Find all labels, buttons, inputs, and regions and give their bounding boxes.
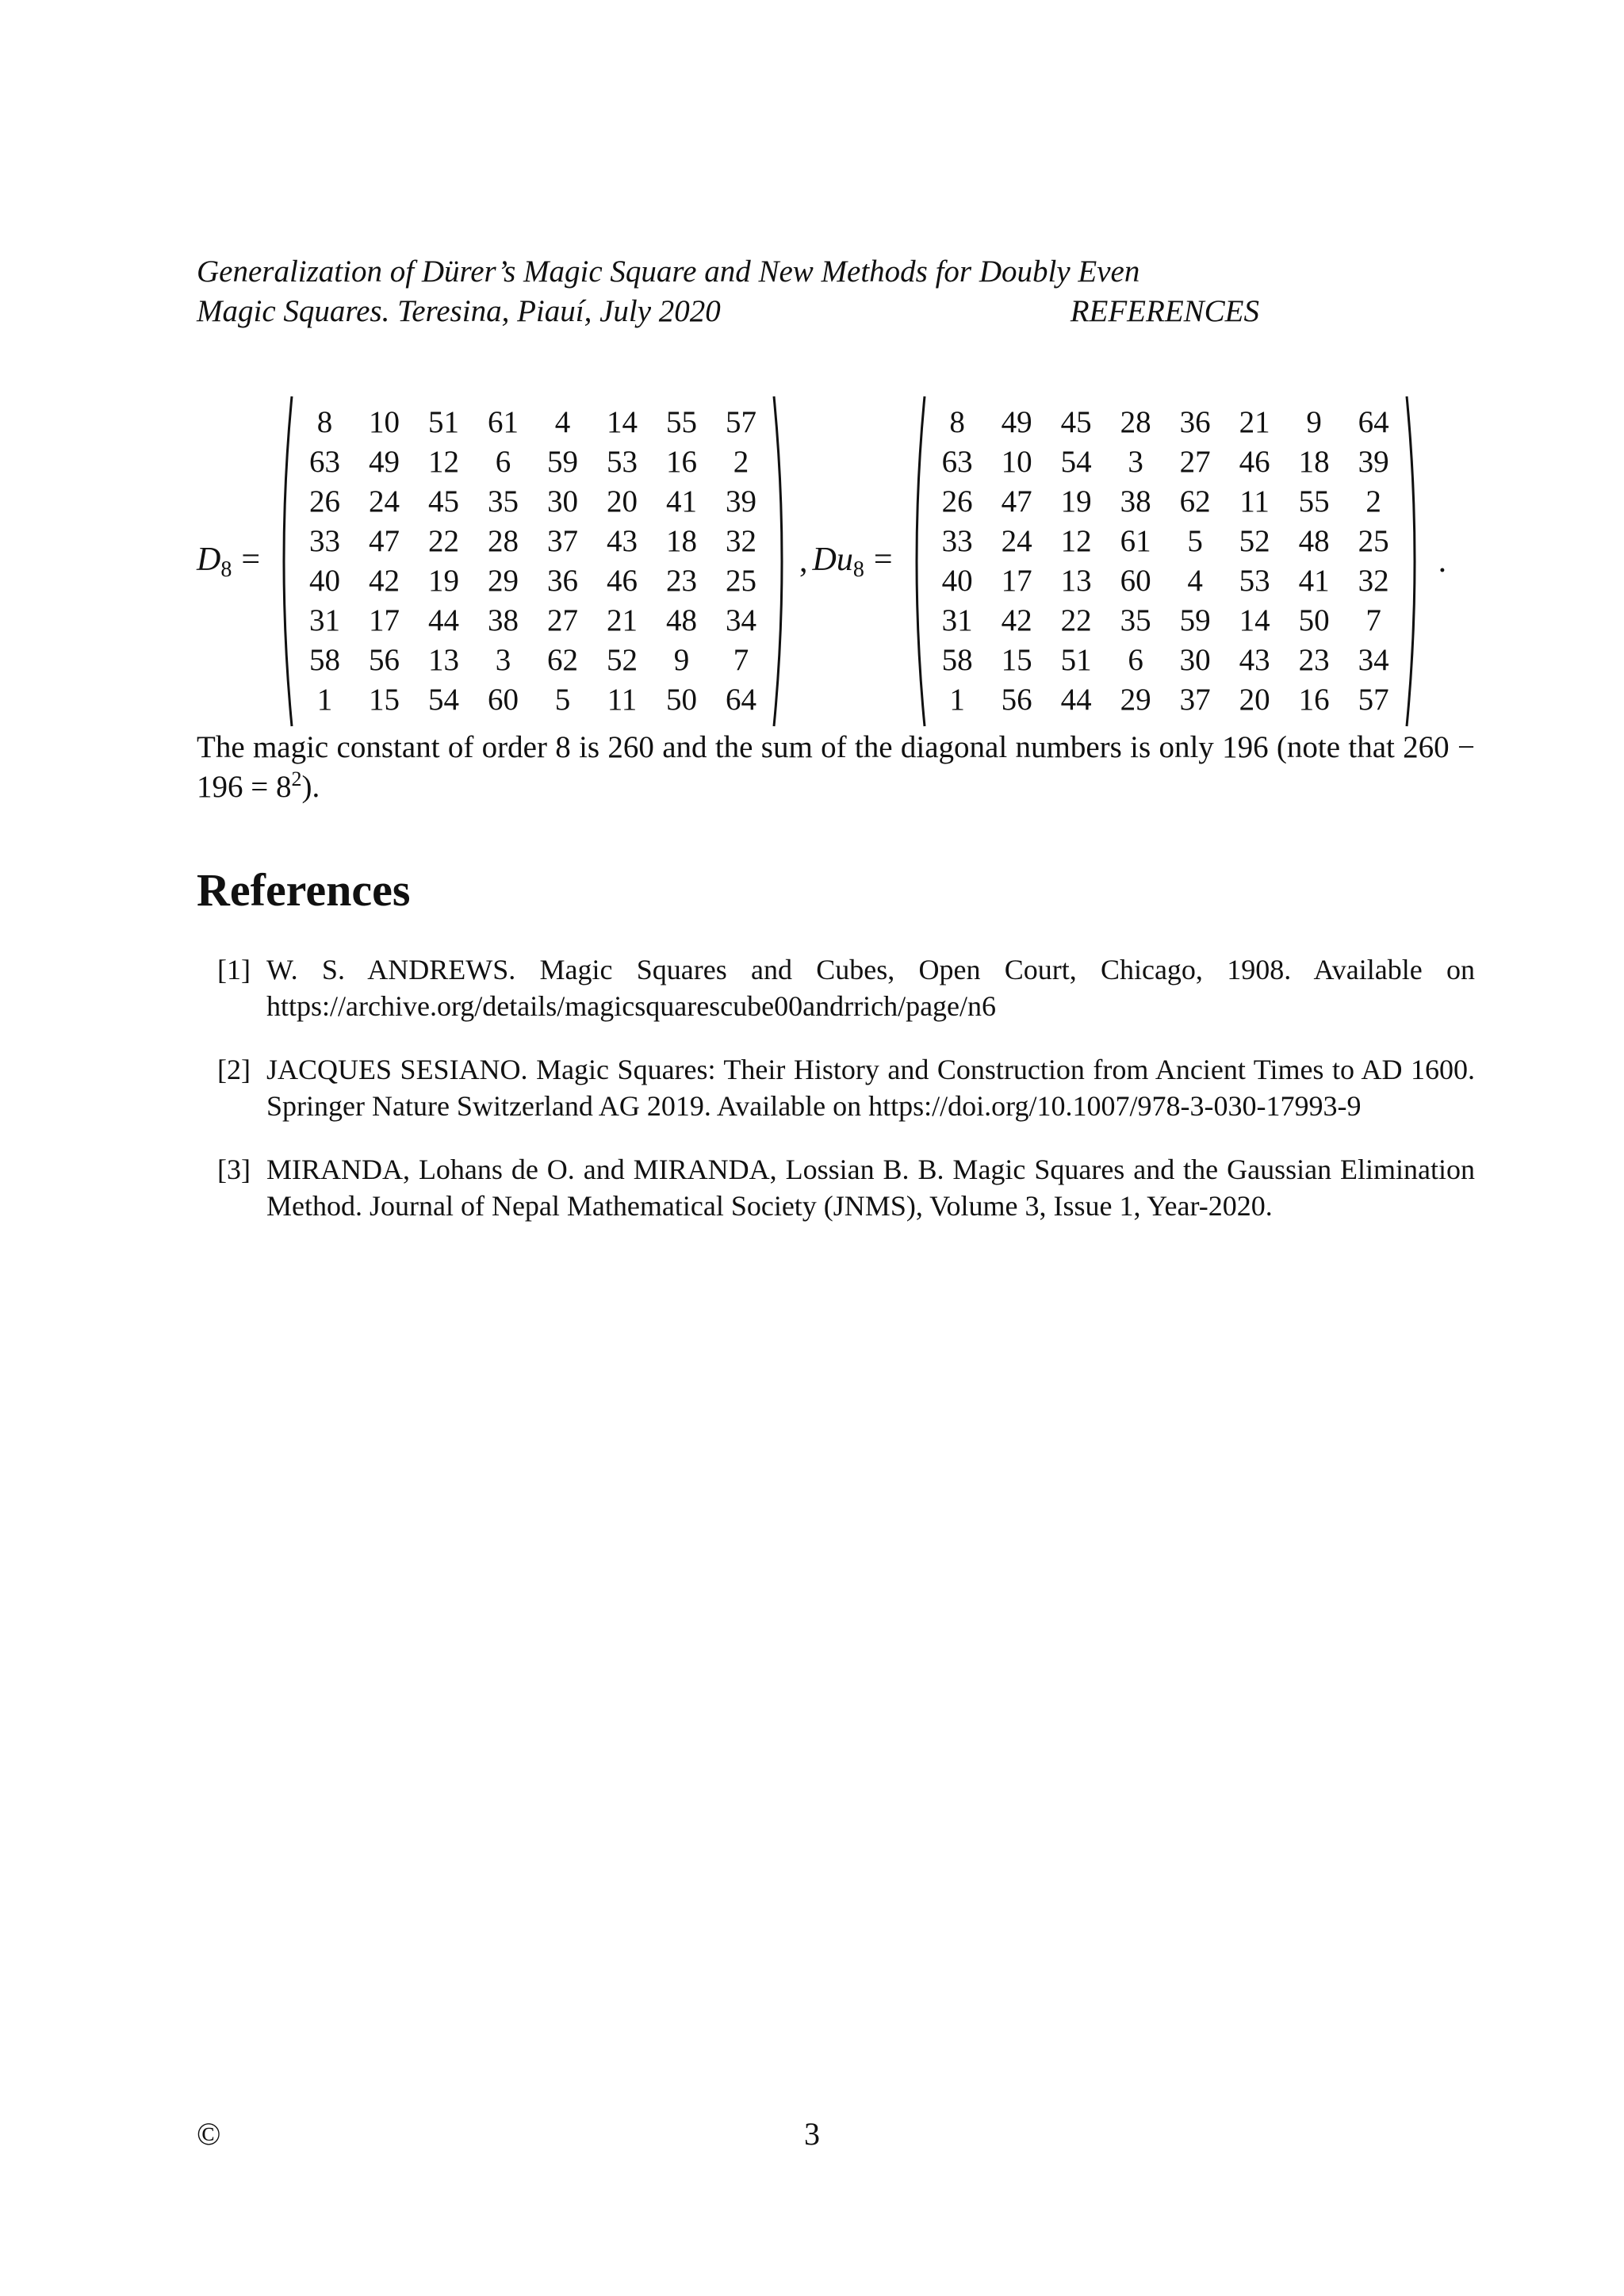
matrix-cell: 22 [428,524,460,558]
matrix-cell: 46 [1239,445,1270,479]
matrix-cell: 40 [309,564,341,598]
matrix-cell: 44 [1060,683,1092,717]
matrix-cell: 63 [941,445,973,479]
matrix-du8 [907,395,1424,728]
matrix-cell: 2 [733,445,749,479]
matrix-cell: 13 [428,643,460,677]
left-paren [907,395,928,728]
matrix-cell: 53 [607,445,638,479]
matrix-cell: 60 [1120,564,1151,598]
matrix-cell: 12 [428,445,460,479]
running-header [197,252,1259,331]
matrix-cell: 10 [1001,445,1032,479]
matrix-cell: 41 [666,484,698,519]
matrix-cell: 56 [369,643,400,677]
matrix-cell: 64 [1358,405,1389,439]
right-paren [1404,395,1424,728]
matrix-cell: 52 [607,643,638,677]
matrix-cell: 20 [1239,683,1270,717]
header-line2 [197,292,1259,331]
matrix-cell: 32 [1358,564,1389,598]
matrix-cell: 59 [1179,603,1211,637]
matrix-cell: 31 [309,603,341,637]
matrix-cell: 36 [547,564,579,598]
matrix-cell: 7 [1365,603,1381,637]
matrix-cell: 37 [547,524,579,558]
matrix-cell: 24 [369,484,400,519]
matrix-cell: 47 [369,524,400,558]
matrix-cell: 33 [309,524,341,558]
matrix-cell: 11 [1239,484,1270,519]
matrix-cell: 1 [316,683,333,717]
matrix-cell: 25 [726,564,757,598]
matrix-cell: 38 [488,603,519,637]
copyright-symbol: © [197,2116,221,2152]
reference-number: [1] [217,954,251,985]
matrix-cell: 34 [726,603,757,637]
header-title-line1: Generalization of Dürer’s Magic Square and New Methods for Doubly Even [197,254,1140,289]
matrix-cell: 13 [1060,564,1092,598]
matrix-cell: 17 [1001,564,1032,598]
left-paren [274,395,295,728]
matrix-cell: 18 [1298,445,1330,479]
matrix-separator: , [799,543,808,580]
matrix-cell: 45 [1060,405,1092,439]
matrix-cell: 21 [607,603,638,637]
matrix-cell: 19 [1060,484,1092,519]
matrix-terminator: . [1438,543,1447,580]
matrix-cell: 35 [1120,603,1151,637]
matrix-cell: 8 [316,405,333,439]
matrix-cell: 58 [309,643,341,677]
reference-item [197,951,1475,1024]
matrix-du8-grid [928,395,1404,728]
matrix-cell: 37 [1179,683,1211,717]
matrix-cell: 59 [547,445,579,479]
matrix-cell: 18 [666,524,698,558]
matrix-cell: 42 [369,564,400,598]
matrix-cell: 5 [554,683,571,717]
matrix-cell: 60 [488,683,519,717]
matrix-cell: 17 [369,603,400,637]
matrix-cell: 41 [1298,564,1330,598]
matrix-cell: 9 [1306,405,1322,439]
matrix-cell: 39 [1358,445,1389,479]
reference-item [197,1151,1475,1224]
matrix-cell: 26 [309,484,341,519]
matrix-cell: 48 [1298,524,1330,558]
matrix-cell: 14 [607,405,638,439]
right-paren [771,395,791,728]
matrix-cell: 45 [428,484,460,519]
matrix-cell: 40 [941,564,973,598]
matrix-cell: 49 [369,445,400,479]
matrix-cell: 55 [666,405,698,439]
matrix-cell: 11 [607,683,638,717]
matrix-cell: 34 [1358,643,1389,677]
matrix-cell: 10 [369,405,400,439]
matrix-cell: 54 [1060,445,1092,479]
matrix-cell: 19 [428,564,460,598]
matrix-cell: 52 [1239,524,1270,558]
reference-number: [2] [217,1054,251,1085]
matrix-cell: 6 [1128,643,1143,677]
matrix-cell: 4 [1187,564,1203,598]
matrix-cell: 47 [1001,484,1032,519]
matrix-cell: 20 [607,484,638,519]
reference-text: W. S. ANDREWS. Magic Squares and Cubes, Open Court, Chicago, 1908. Available on https://archive.org/details/magicsquarescube00andrrich/page/n6 [266,954,1475,1022]
matrix-d8-label: $D_8$ = [197,541,261,582]
matrix-cell: 58 [941,643,973,677]
matrix-cell: 3 [495,643,511,677]
magic-constant-paragraph: The magic constant of order 8 is 260 and the sum of the diagonal numbers is only 196 (note that $260 - 196 = 8^2$). [197,730,1475,804]
matrix-cell: 30 [1179,643,1211,677]
matrix-cell: 31 [941,603,973,637]
matrix-cell: 15 [1001,643,1032,677]
matrix-d8-grid [295,395,771,728]
matrix-equation [197,395,1450,728]
matrix-cell: 4 [554,405,571,439]
reference-list [197,951,1475,1251]
matrix-cell: 42 [1001,603,1032,637]
matrix-cell: 2 [1365,484,1381,519]
matrix-cell: 32 [726,524,757,558]
matrix-cell: 27 [1179,445,1211,479]
matrix-cell: 24 [1001,524,1032,558]
header-section: REFERENCES [1070,294,1259,328]
reference-text: MIRANDA, Lohans de O. and MIRANDA, Lossian B. B. Magic Squares and the Gaussian Elimination Method. Journal of Nepal Mathematical Society (JNMS), Volume 3, Issue 1, Year-2020. [266,1154,1475,1222]
matrix-cell: 62 [547,643,579,677]
matrix-cell: 12 [1060,524,1092,558]
reference-number: [3] [217,1154,251,1185]
matrix-cell: 56 [1001,683,1032,717]
matrix-cell: 50 [666,683,698,717]
reference-item [197,1051,1475,1124]
reference-text: JACQUES SESIANO. Magic Squares: Their History and Construction from Ancient Times to AD 1600. Springer Nature Switzerland AG 2019. Available on https://doi.org/10.1007/978-3-030-17993-9 [266,1054,1475,1122]
matrix-cell: 61 [1120,524,1151,558]
matrix-cell: 55 [1298,484,1330,519]
matrix-cell: 29 [488,564,519,598]
matrix-cell: 36 [1179,405,1211,439]
matrix-cell: 61 [488,405,519,439]
matrix-cell: 16 [1298,683,1330,717]
matrix-cell: 33 [941,524,973,558]
matrix-cell: 29 [1120,683,1151,717]
matrix-cell: 64 [726,683,757,717]
matrix-cell: 1 [949,683,965,717]
matrix-cell: 16 [666,445,698,479]
matrix-cell: 26 [941,484,973,519]
matrix-cell: 63 [309,445,341,479]
matrix-cell: 51 [1060,643,1092,677]
matrix-cell: 50 [1298,603,1330,637]
matrix-cell: 44 [428,603,460,637]
header-title-line2: Magic Squares. Teresina, Piauí, July 2020 [197,294,721,328]
matrix-cell: 15 [369,683,400,717]
matrix-cell: 54 [428,683,460,717]
matrix-cell: 25 [1358,524,1389,558]
matrix-cell: 6 [495,445,511,479]
matrix-cell: 30 [547,484,579,519]
matrix-cell: 39 [726,484,757,519]
matrix-cell: 5 [1187,524,1203,558]
matrix-cell: 28 [1120,405,1151,439]
matrix-cell: 9 [673,643,690,677]
matrix-cell: 48 [666,603,698,637]
matrix-cell: 22 [1060,603,1092,637]
matrix-cell: 21 [1239,405,1270,439]
references-heading: References [197,864,411,916]
matrix-cell: 51 [428,405,460,439]
matrix-du8-label: $Du_8$ = [812,541,893,582]
matrix-cell: 43 [1239,643,1270,677]
matrix-cell: 28 [488,524,519,558]
matrix-cell: 14 [1239,603,1270,637]
matrix-cell: 23 [1298,643,1330,677]
matrix-cell: 46 [607,564,638,598]
matrix-cell: 35 [488,484,519,519]
matrix-d8 [274,395,791,728]
matrix-cell: 43 [607,524,638,558]
matrix-cell: 7 [733,643,749,677]
matrix-cell: 23 [666,564,698,598]
page-number: 3 [804,2116,820,2152]
matrix-cell: 38 [1120,484,1151,519]
matrix-cell: 49 [1001,405,1032,439]
matrix-cell: 62 [1179,484,1211,519]
matrix-cell: 3 [1128,445,1143,479]
matrix-cell: 8 [949,405,965,439]
matrix-cell: 27 [547,603,579,637]
matrix-cell: 57 [726,405,757,439]
matrix-cell: 57 [1358,683,1389,717]
matrix-cell: 53 [1239,564,1270,598]
